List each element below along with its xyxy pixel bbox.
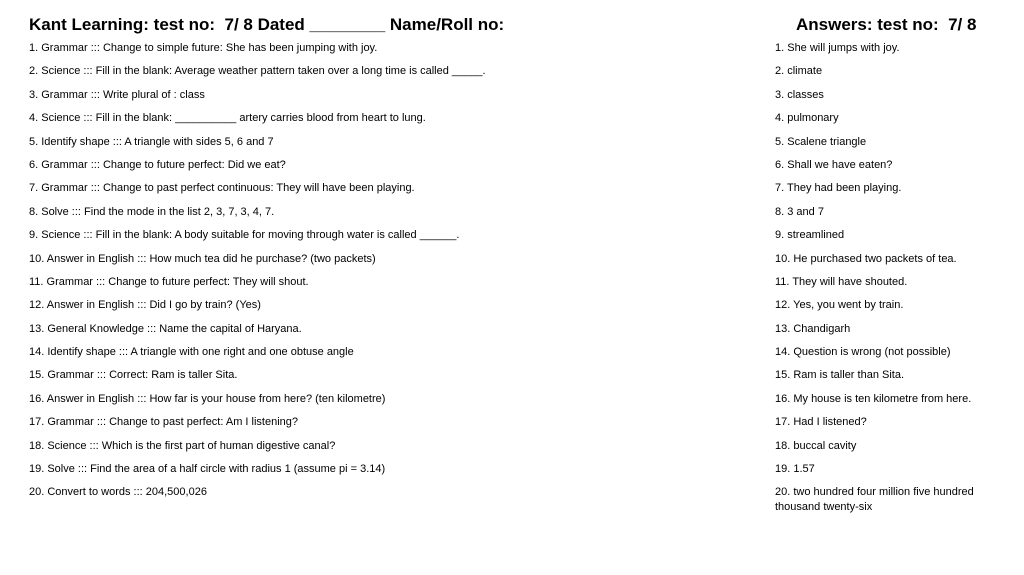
answer-item: 6. Shall we have eaten?	[775, 158, 893, 171]
answer-item: 5. Scalene triangle	[775, 135, 867, 148]
answer-item: 18. buccal cavity	[775, 439, 857, 452]
answer-item: 20. two hundred four million five hundred thousand twenty-six	[775, 486, 974, 514]
question-item: 8. Solve ::: Find the mode in the list 2, 3, 7, 3, 4, 7.	[29, 205, 275, 218]
question-item: 7. Grammar ::: Change to past perfect continuous: They will have been playing.	[29, 182, 415, 195]
answer-item: 10. He purchased two packets of tea.	[775, 252, 957, 265]
question-item: 3. Grammar ::: Write plural of : class	[29, 88, 205, 101]
question-item: 6. Grammar ::: Change to future perfect: Did we eat?	[29, 158, 286, 171]
answer-item: 1. She will jumps with joy.	[775, 42, 900, 54]
question-item: 19. Solve ::: Find the area of a half circle with radius 1 (assume pi = 3.14)	[29, 463, 386, 476]
answer-item: 17. Had I listened?	[775, 416, 867, 429]
question-item: 16. Answer in English ::: How far is your house from here? (ten kilometre)	[29, 392, 386, 405]
answers-title: Answers: test no: 7/ 8	[796, 15, 977, 34]
answer-item: 16. My house is ten kilometre from here.	[775, 392, 972, 405]
answer-item: 9. streamlined	[775, 229, 845, 242]
question-item: 12. Answer in English ::: Did I go by train? (Yes)	[29, 299, 261, 312]
answer-item: 14. Question is wrong (not possible)	[775, 346, 951, 359]
page-title: Kant Learning: test no: 7/ 8 Dated ________ Name/Roll no:	[29, 15, 505, 34]
answer-item: 8. 3 and 7	[775, 205, 824, 218]
answer-item: 15. Ram is taller than Sita.	[775, 369, 905, 382]
answer-item: 3. classes	[775, 88, 824, 101]
question-item: 17. Grammar ::: Change to past perfect: Am I listening?	[29, 416, 299, 429]
answer-item: 12. Yes, you went by train.	[775, 299, 904, 312]
question-item: 4. Science ::: Fill in the blank: __________ artery carries blood from heart to lung.	[29, 112, 426, 125]
question-item: 14. Identify shape ::: A triangle with one right and one obtuse angle	[29, 346, 354, 359]
answer-item: 4. pulmonary	[775, 112, 839, 125]
answer-item: 7. They had been playing.	[775, 182, 902, 195]
question-item: 9. Science ::: Fill in the blank: A body suitable for moving through water is called ______.	[29, 229, 460, 242]
question-item: 2. Science ::: Fill in the blank: Average weather pattern taken over a long time is called _____.	[29, 65, 486, 78]
question-item: 18. Science ::: Which is the first part of human digestive canal?	[29, 439, 336, 452]
answer-list	[775, 41, 975, 524]
question-item: 20. Convert to words ::: 204,500,026	[29, 486, 207, 499]
question-item: 5. Identify shape ::: A triangle with sides 5, 6 and 7	[29, 135, 274, 148]
answer-item: 13. Chandigarh	[775, 322, 851, 335]
question-item: 11. Grammar ::: Change to future perfect: They will shout.	[29, 275, 309, 288]
answer-item: 2. climate	[775, 65, 823, 78]
question-item: 1. Grammar ::: Change to simple future: She has been jumping with joy.	[29, 42, 378, 54]
question-item: 10. Answer in English ::: How much tea did he purchase? (two packets)	[29, 252, 376, 265]
question-item: 15. Grammar ::: Correct: Ram is taller Sita.	[29, 369, 238, 382]
question-list	[29, 41, 759, 509]
answer-item: 11. They will have shouted.	[775, 275, 908, 288]
question-item: 13. General Knowledge ::: Name the capital of Haryana.	[29, 322, 302, 335]
answer-item: 19. 1.57	[775, 463, 815, 476]
